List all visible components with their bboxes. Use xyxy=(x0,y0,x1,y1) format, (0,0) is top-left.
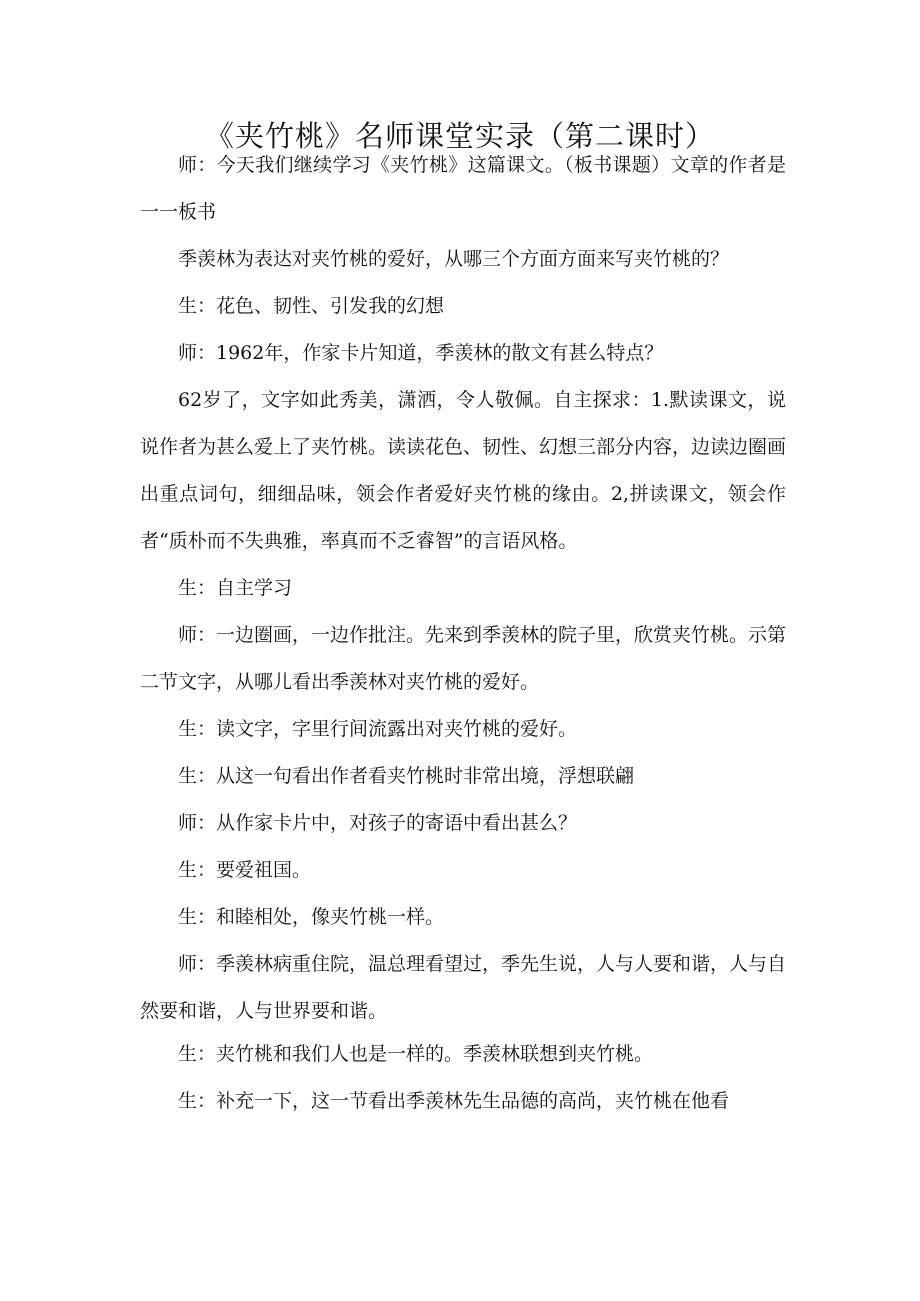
paragraph-student-reading: 生：读文字，字里行间流露出对夹竹桃的爱好。 xyxy=(178,718,578,740)
paragraph-teacher-annotate: 师：一边圈画，一边作批注。先来到季羡林的院子里，欣赏夹竹桃。示第二节文字，从哪儿看出季羡林对夹竹桃的爱好。 xyxy=(140,624,787,693)
document-title: 《夹竹桃》名师课堂实录（第二课时） xyxy=(204,119,715,153)
paragraph-teacher-harmony: 师：季羡林病重住院，温总理看望过，季先生说，人与人要和谐，人与自然要和谐，人与世界要和谐。 xyxy=(140,953,787,1022)
paragraph-student-supplement: 生：补充一下，这一节看出季羡林先生品德的高尚，夹竹桃在他看 xyxy=(178,1090,730,1112)
paragraph-teacher-prose-features: 师：1962年，作家卡片知道，季羡林的散文有甚么特点？ xyxy=(178,342,664,364)
paragraph-student-love-country: 生：要爱祖国。 xyxy=(178,859,312,881)
paragraph-student-harmony: 生：和睦相处，像夹竹桃一样。 xyxy=(178,906,445,928)
paragraph-student-self-study: 生：自主学习 xyxy=(178,577,293,599)
paragraph-student-imagination: 生：从这一句看出作者看夹竹桃时非常出境，浮想联翩 xyxy=(178,765,635,787)
paragraph-question-three-aspects: 季羡林为表达对夹竹桃的爱好，从哪三个方面方面来写夹竹桃的？ xyxy=(178,248,730,270)
paragraph-student-answer-aspects: 生：花色、韧性、引发我的幻想 xyxy=(178,295,445,317)
paragraph-self-study-tasks: 62岁了，文字如此秀美，潇洒，令人敬佩。自主探求：1.默读课文，说说作者为甚么爱上了夹竹桃。读读花色、韧性、幻想三部分内容，边读边圈画出重点词句，细细品味，领会作者爱好夹竹桃的缘由。2,拼读课文，领会作者“质朴而不失典雅，率真而不乏睿智”的言语风格。 xyxy=(140,389,787,552)
paragraph-teacher-author-card: 师：从作家卡片中，对孩子的寄语中看出甚么？ xyxy=(178,812,578,834)
paragraph-teacher-intro: 师：今天我们继续学习《夹竹桃》这篇课文。（板书课题）文章的作者是一一板书 xyxy=(140,154,786,223)
document-body xyxy=(140,142,786,1125)
paragraph-student-same: 生：夹竹桃和我们人也是一样的。季羡林联想到夹竹桃。 xyxy=(178,1043,654,1065)
